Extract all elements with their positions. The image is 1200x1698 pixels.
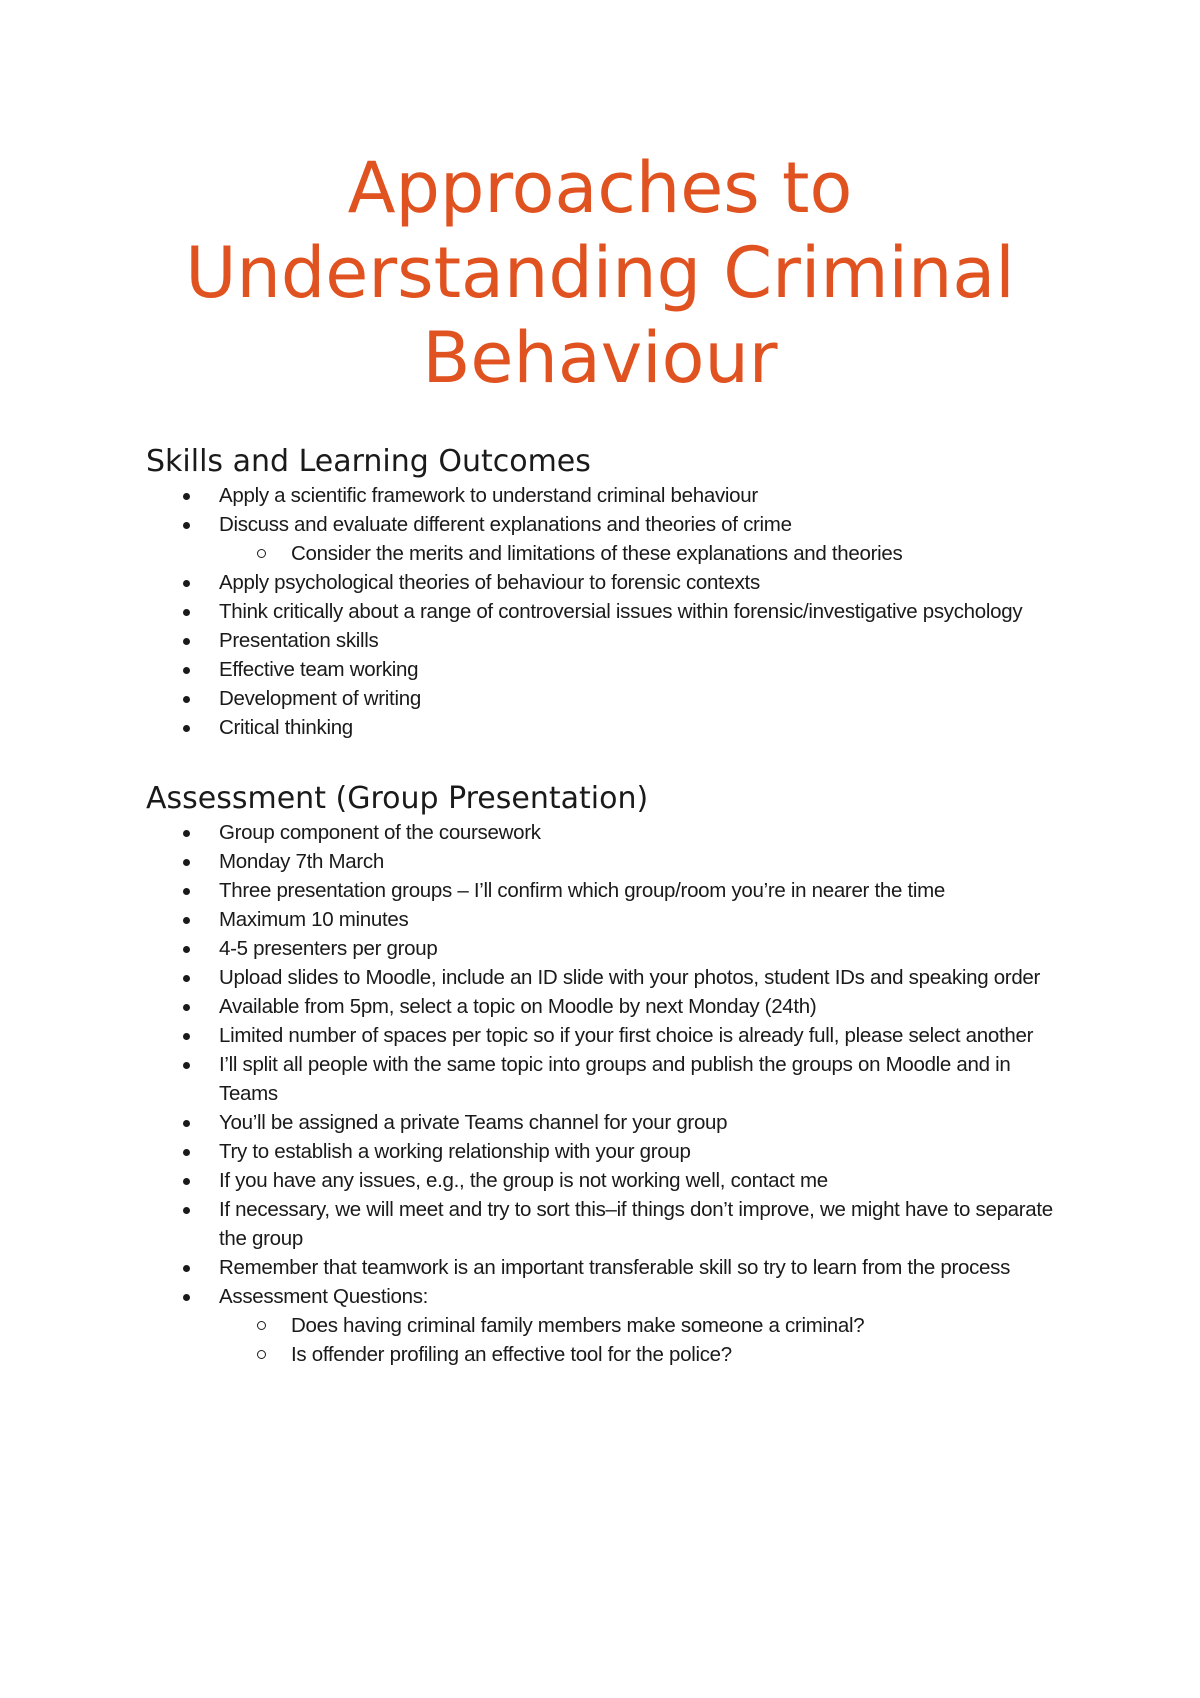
list-item <box>146 510 1066 539</box>
list-item <box>146 1253 1066 1282</box>
circle-bullet-icon <box>257 1321 266 1330</box>
bullet-icon <box>183 1062 190 1069</box>
bullet-icon <box>183 830 190 837</box>
bullet-icon <box>183 917 190 924</box>
sub-list <box>146 1311 1066 1369</box>
title-line: Approaches to <box>347 147 853 229</box>
title-line: Understanding Criminal <box>185 232 1015 314</box>
list-item-text: Remember that teamwork is an important transferable skill so try to learn from the process <box>219 1256 1011 1279</box>
list-item <box>146 1021 1066 1050</box>
list-item-text: Discuss and evaluate different explanations and theories of crime <box>219 513 792 536</box>
list-item-text: Critical thinking <box>219 716 353 739</box>
list-item <box>146 684 1066 713</box>
list-item <box>146 626 1066 655</box>
assessment-heading: Assessment (Group Presentation) <box>146 781 649 816</box>
list-item <box>146 1108 1066 1137</box>
bullet-icon <box>183 580 190 587</box>
list-item-text: Effective team working <box>219 658 419 681</box>
list-item-text: Think critically about a range of controversial issues within forensic/investigative psychology <box>219 600 1023 623</box>
bullet-icon <box>183 946 190 953</box>
list-item-text: Apply psychological theories of behaviour to forensic contexts <box>219 571 760 594</box>
bullet-icon <box>183 609 190 616</box>
list-item <box>146 568 1066 597</box>
list-item-text: Apply a scientific framework to understand criminal behaviour <box>219 484 758 507</box>
bullet-icon <box>183 1149 190 1156</box>
sub-list-container <box>146 539 1066 568</box>
list-item-text: If you have any issues, e.g., the group is not working well, contact me <box>219 1169 828 1192</box>
list-item <box>146 847 1066 876</box>
circle-bullet-icon <box>257 549 266 558</box>
list-item-text: Try to establish a working relationship with your group <box>219 1140 691 1163</box>
list-item-text: You’ll be assigned a private Teams channel for your group <box>219 1111 728 1134</box>
sub-list-item-text: Does having criminal family members make someone a criminal? <box>291 1314 865 1337</box>
list-item <box>146 1050 1066 1108</box>
assessment-list <box>146 818 1066 1369</box>
bullet-icon <box>183 1207 190 1214</box>
assessment-section <box>146 781 1066 1369</box>
list-item <box>146 713 1066 742</box>
bullet-icon <box>183 859 190 866</box>
list-item <box>146 1195 1066 1253</box>
bullet-icon <box>183 1178 190 1185</box>
bullet-icon <box>183 667 190 674</box>
list-item-text: Available from 5pm, select a topic on Moodle by next Monday (24th) <box>219 995 817 1018</box>
sub-list-item <box>146 1311 1066 1340</box>
bullet-icon <box>183 493 190 500</box>
bullet-icon <box>183 696 190 703</box>
list-item-text: Development of writing <box>219 687 421 710</box>
list-item-text: Maximum 10 minutes <box>219 908 409 931</box>
sub-list <box>146 539 1066 568</box>
bullet-icon <box>183 975 190 982</box>
skills-list <box>146 481 1066 742</box>
skills-heading: Skills and Learning Outcomes <box>146 444 591 479</box>
list-item-text: Assessment Questions: <box>219 1285 429 1308</box>
title-line: Behaviour <box>422 317 778 399</box>
list-item <box>146 655 1066 684</box>
bullet-icon <box>183 1120 190 1127</box>
sub-list-container <box>146 1311 1066 1369</box>
bullet-icon <box>183 1033 190 1040</box>
bullet-icon <box>183 888 190 895</box>
list-item <box>146 818 1066 847</box>
list-item-text: Three presentation groups – I’ll confirm which group/room you’re in nearer the time <box>219 879 945 902</box>
bullet-icon <box>183 638 190 645</box>
bullet-icon <box>183 1294 190 1301</box>
document-title <box>0 146 1200 401</box>
list-item-text: Limited number of spaces per topic so if your first choice is already full, please select another <box>219 1024 1034 1047</box>
list-item-text: Upload slides to Moodle, include an ID slide with your photos, student IDs and speaking order <box>219 966 1041 989</box>
list-item <box>146 1137 1066 1166</box>
bullet-icon <box>183 725 190 732</box>
list-item <box>146 481 1066 510</box>
sub-list-item-text: Consider the merits and limitations of these explanations and theories <box>291 542 903 565</box>
list-item <box>146 992 1066 1021</box>
list-item-text: Monday 7th March <box>219 850 384 873</box>
list-item-text: Group component of the coursework <box>219 821 541 844</box>
list-item <box>146 905 1066 934</box>
list-item <box>146 934 1066 963</box>
list-item-text: I’ll split all people with the same topic into groups and publish the groups on Moodle and in Teams <box>219 1053 1011 1105</box>
sub-list-item-text: Is offender profiling an effective tool for the police? <box>291 1343 732 1366</box>
bullet-icon <box>183 522 190 529</box>
sub-list-item <box>146 539 1066 568</box>
bullet-icon <box>183 1004 190 1011</box>
list-item <box>146 1166 1066 1195</box>
list-item <box>146 876 1066 905</box>
list-item <box>146 597 1066 626</box>
bullet-icon <box>183 1265 190 1272</box>
list-item-text: Presentation skills <box>219 629 379 652</box>
sub-list-item <box>146 1340 1066 1369</box>
list-item <box>146 1282 1066 1311</box>
skills-section <box>146 444 1066 742</box>
list-item <box>146 963 1066 992</box>
circle-bullet-icon <box>257 1350 266 1359</box>
list-item-text: If necessary, we will meet and try to sort this–if things don’t improve, we might have to separate the group <box>219 1198 1053 1250</box>
list-item-text: 4-5 presenters per group <box>219 937 438 960</box>
